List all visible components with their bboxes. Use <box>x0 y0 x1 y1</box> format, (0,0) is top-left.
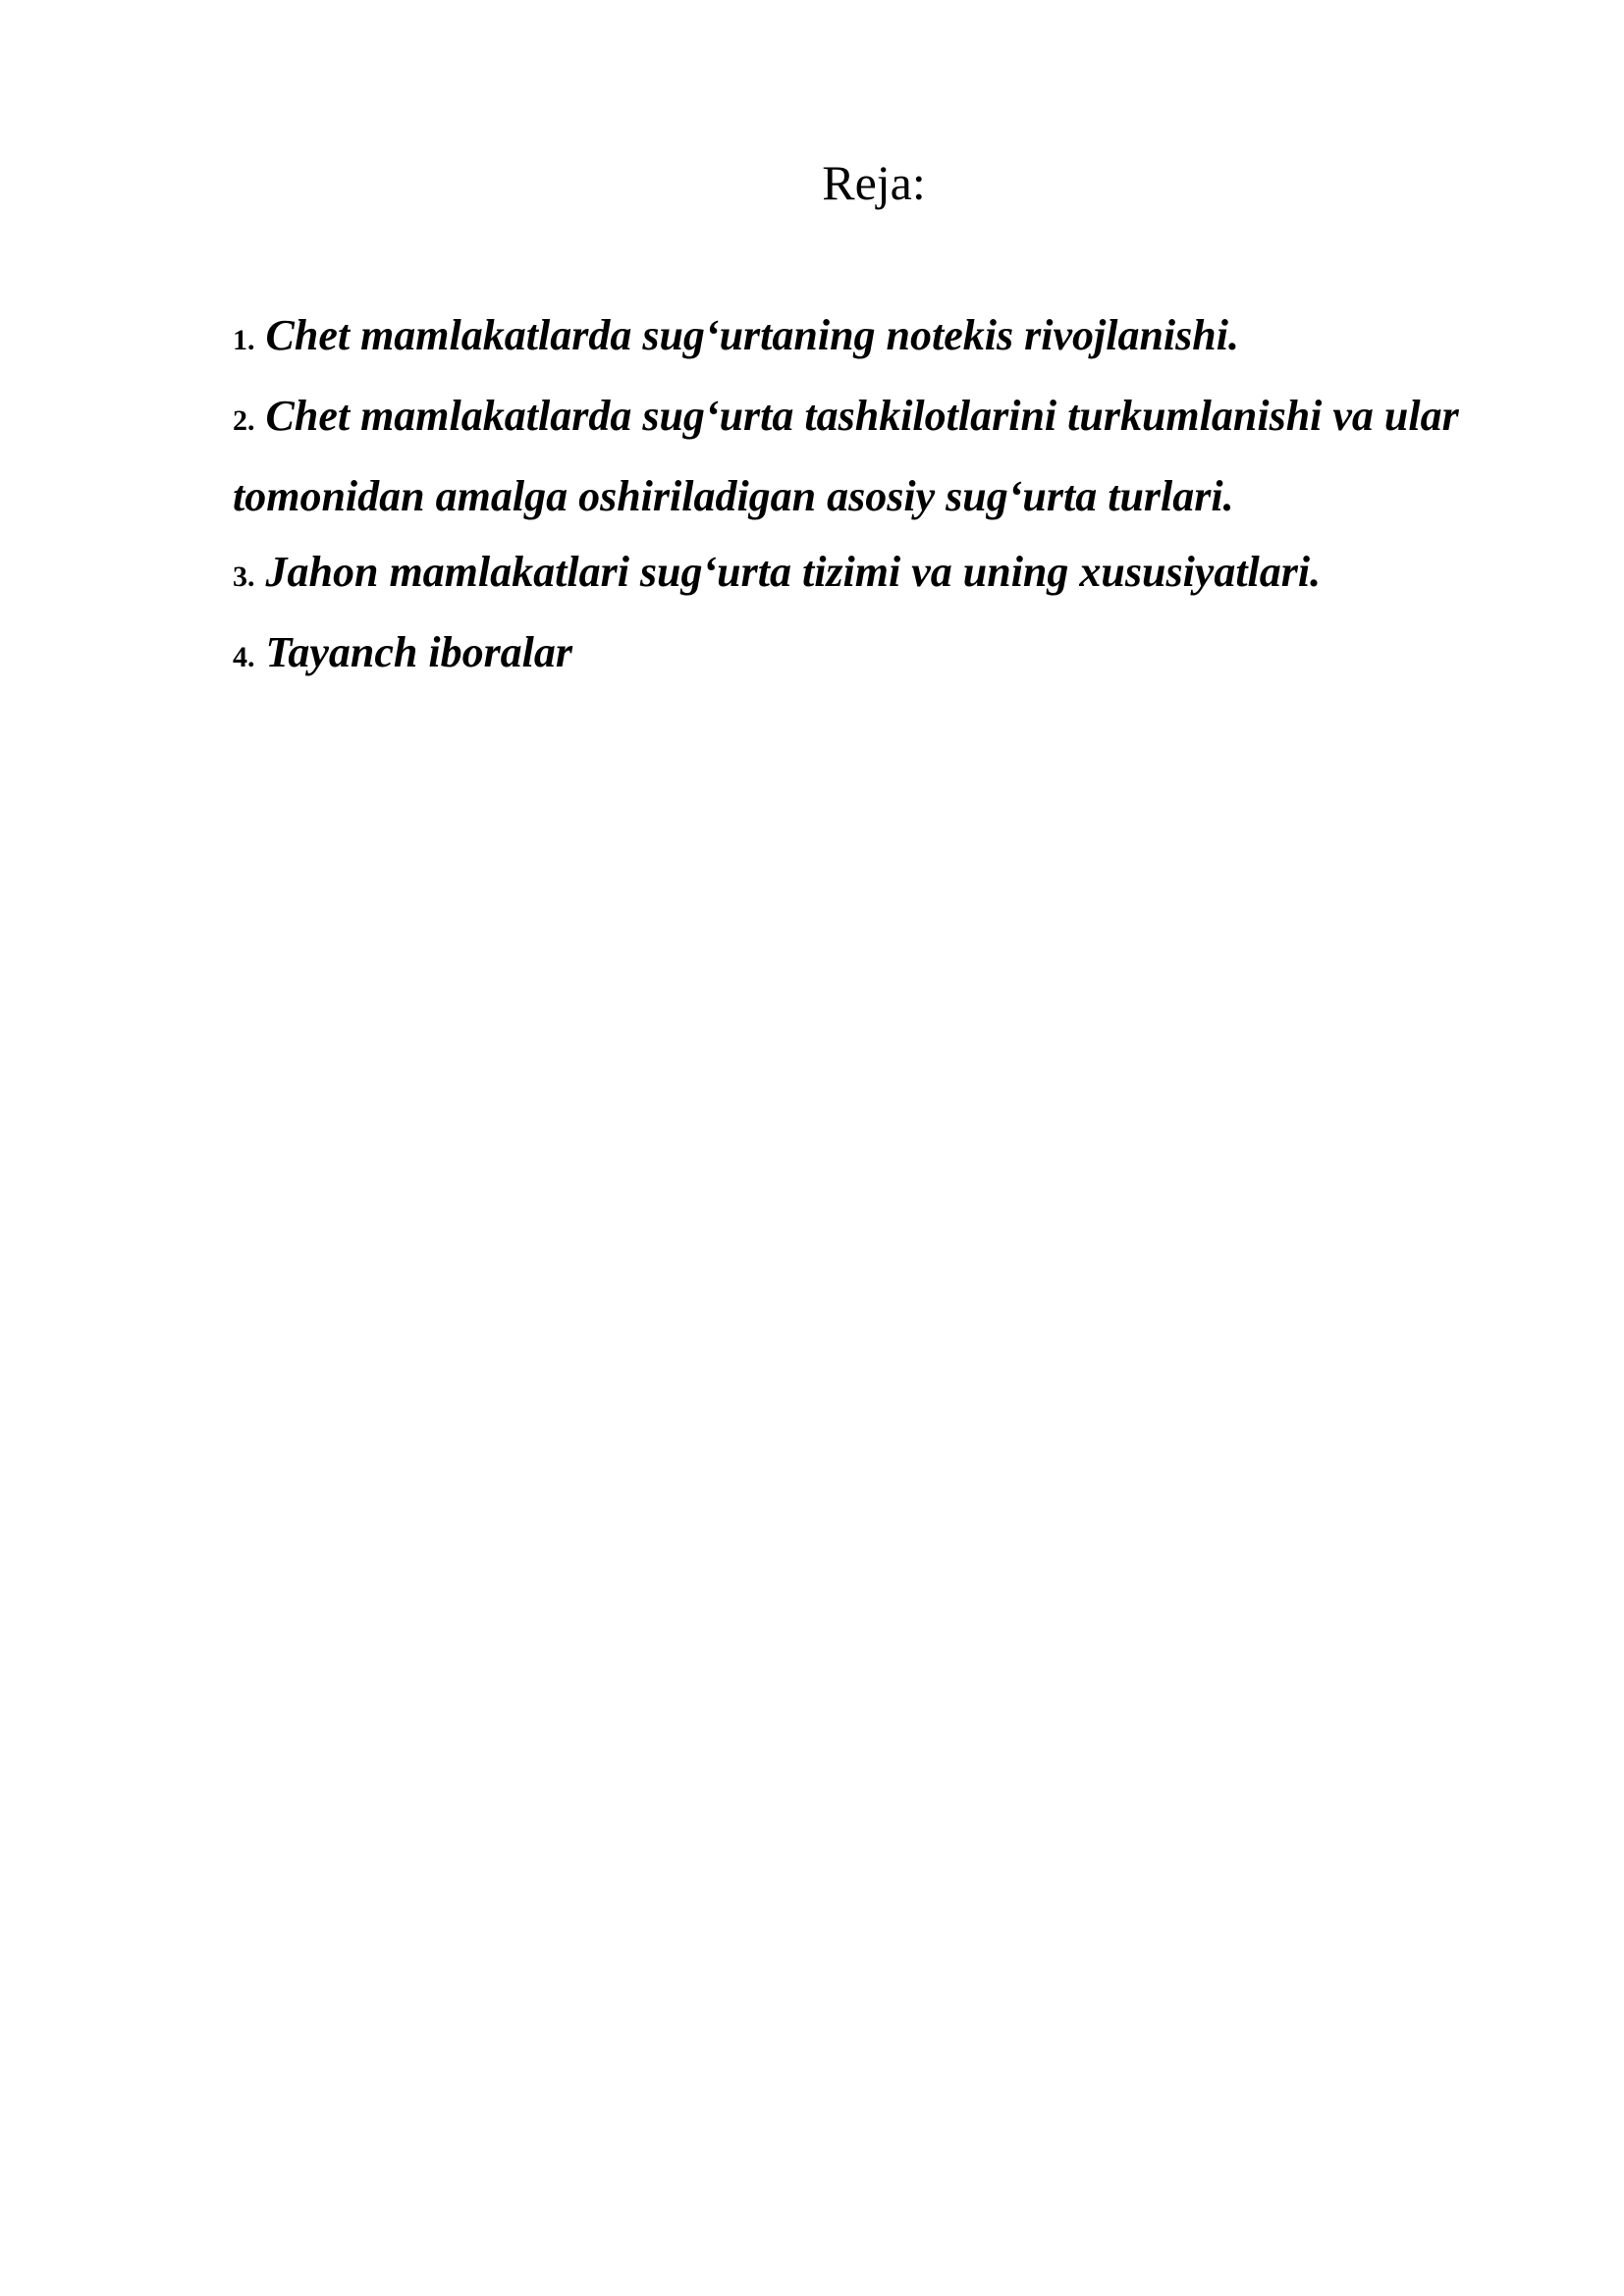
plan-item-2 <box>233 378 1489 534</box>
plan-item-number: 1. <box>233 324 255 356</box>
page-title: Reja: <box>822 155 926 210</box>
plan-item-number: 2. <box>233 404 255 437</box>
plan-item-text: Chet mamlakatlarda sug‘urtaning notekis rivojlanishi. <box>265 311 1239 359</box>
plan-list <box>233 297 1489 695</box>
plan-item-3 <box>233 534 1489 614</box>
plan-item-4 <box>233 614 1489 695</box>
plan-item-text: Chet mamlakatlarda sug‘urta tashkilotlarini turkumlanishi va ular tomonidan amalga oshiriladigan asosiy sug‘urta turlari. <box>233 392 1459 520</box>
plan-item-text: Jahon mamlakatlari sug‘urta tizimi va uning xususiyatlari. <box>265 548 1322 596</box>
plan-item-text: Tayanch iboralar <box>265 628 573 676</box>
plan-item-1 <box>233 297 1489 378</box>
plan-item-number: 3. <box>233 561 255 593</box>
plan-item-number: 4. <box>233 641 255 673</box>
